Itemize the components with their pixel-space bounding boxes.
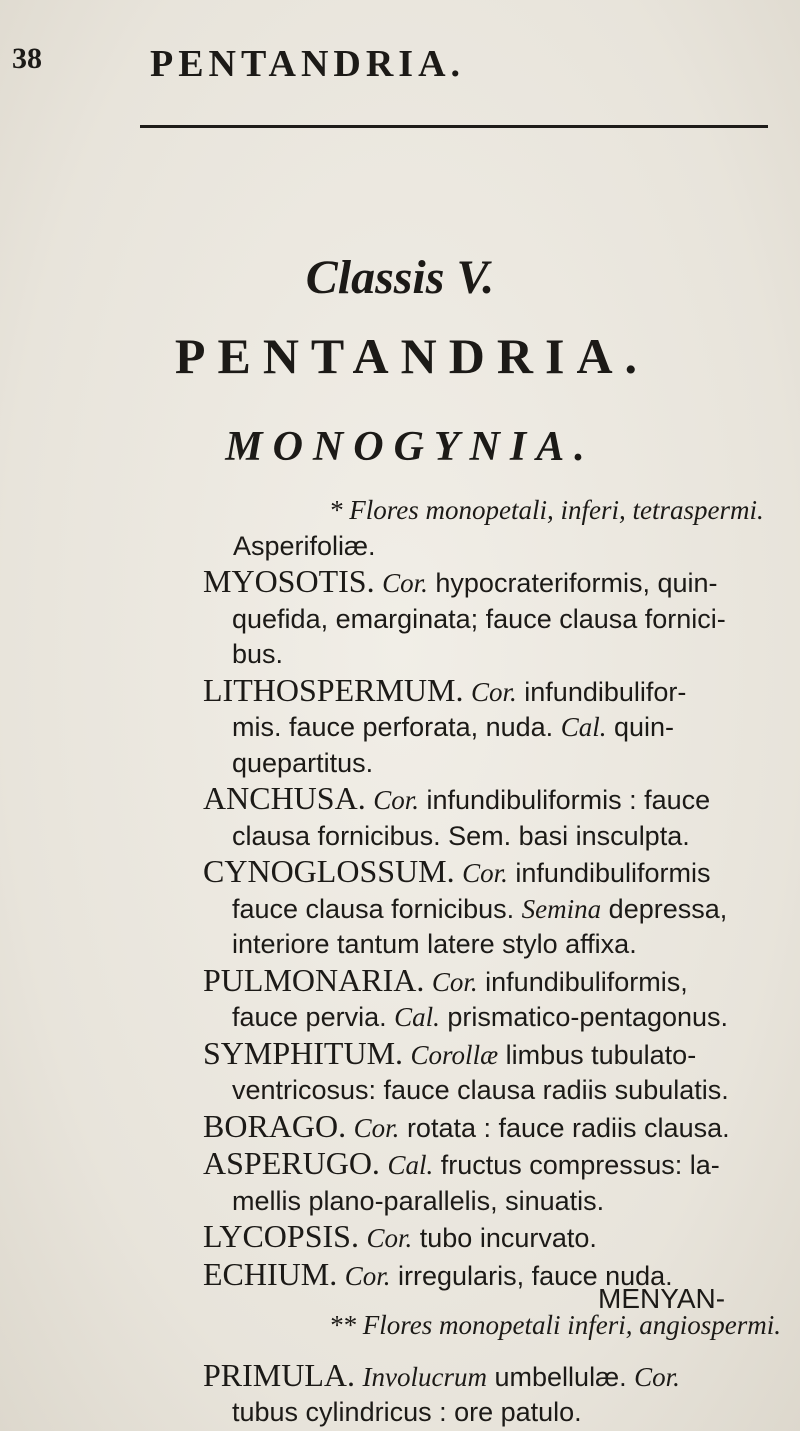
entry-lithospermum: LITHOSPERMUM. Cor. infundibulifor-	[203, 671, 687, 708]
genus-name: LITHOSPERMUM.	[203, 671, 464, 708]
entry-symphitum: SYMPHITUM. Corollæ limbus tubulato-	[203, 1034, 697, 1071]
genus-name: LYCOPSIS.	[203, 1218, 359, 1254]
entry-asperugo: ASPERUGO. Cal. fructus compressus: la-	[203, 1145, 720, 1181]
order-name: MONOGYNIA.	[225, 424, 595, 470]
class-heading: Classis V.	[305, 251, 495, 304]
section-heading: * Flores monopetali, inferi, tetraspermi.	[329, 495, 764, 525]
running-header	[0, 42, 800, 92]
genus-name: SYMPHITUM.	[203, 1034, 404, 1071]
genus-name: PRIMULA.	[203, 1356, 356, 1393]
entry-pulmonaria: PULMONARIA. Cor. infundibuliformis,	[203, 961, 688, 998]
entry-cynoglossum: CYNOGLOSSUM. Cor. infundibuliformis	[203, 853, 711, 889]
entry-primula: PRIMULA. Involucrum umbellulæ. Cor.	[203, 1356, 680, 1393]
class-name: PENTANDRIA.	[174, 328, 650, 384]
entry-echium: ECHIUM. Cor. irregularis, fauce nuda.	[203, 1255, 673, 1292]
header-rule	[140, 125, 768, 128]
entry-anchusa: ANCHUSA. Cor. infundibuliformis : fauce	[203, 780, 711, 816]
section-heading: ** Flores monopetali inferi, angiospermi.	[329, 1310, 781, 1340]
genus-name: ASPERUGO.	[203, 1145, 380, 1181]
entry-lycopsis: LYCOPSIS. Cor. tubo incurvato.	[203, 1218, 597, 1254]
genus-name: ANCHUSA.	[203, 780, 366, 816]
section-subheading: Asperifoliæ.	[233, 530, 376, 561]
genus-name: ECHIUM.	[203, 1255, 338, 1292]
catchword: MENYAN-	[598, 1283, 726, 1314]
genus-name: BORAGO.	[203, 1107, 347, 1144]
running-title: PENTANDRIA.	[150, 43, 466, 85]
entries: * Flores monopetali, inferi, tetraspermi. Asperifoliæ. MYOSOTIS. Cor. hypocrateriformis, quin- quefida, emarginata; fauce clausa fornici- bus. LITHOSPERMUM. Cor. infundibulifor- mis. fauce perforata, nuda. Cal. quin- quepartitus. ANCHUSA. Cor. infundibuliformis : fauce clausa fornicibus. Sem. basi insculpta. CYNOGLOSSUM. Cor. infundibuliformis fauce clausa fornicibus. Semina depressa, interiore tantum latere stylo affixa. PULMONARIA. Cor. infundibuliformis, fauce pervia. Cal. prismatico-pentagonus. SYMPHITUM. Corollæ limbus tubulato- ventricosus: fauce clausa radiis subulatis. BORAGO. Cor. rotata : fauce radiis clausa. ASPERUGO. Cal. fructus compressus: la- mellis plano-parallelis, sinuatis. LYCOPSIS. Cor. tubo incurvato. ECHIUM. Cor. irregularis, fauce nuda. ** Flores monopetali inferi, angiospermi. PRIMULA. Involucrum umbellulæ. Cor. tubus cylindricus : ore patulo.	[203, 495, 781, 1427]
genus-name: CYNOGLOSSUM.	[203, 853, 455, 889]
entry-myosotis: MYOSOTIS. Cor. hypocrateriformis, quin-	[203, 563, 718, 599]
entry-borago: BORAGO. Cor. rotata : fauce radiis clausa.	[203, 1107, 730, 1144]
genus-name: PULMONARIA.	[203, 961, 425, 998]
page-number: 38	[12, 42, 42, 75]
genus-name: MYOSOTIS.	[203, 563, 375, 599]
